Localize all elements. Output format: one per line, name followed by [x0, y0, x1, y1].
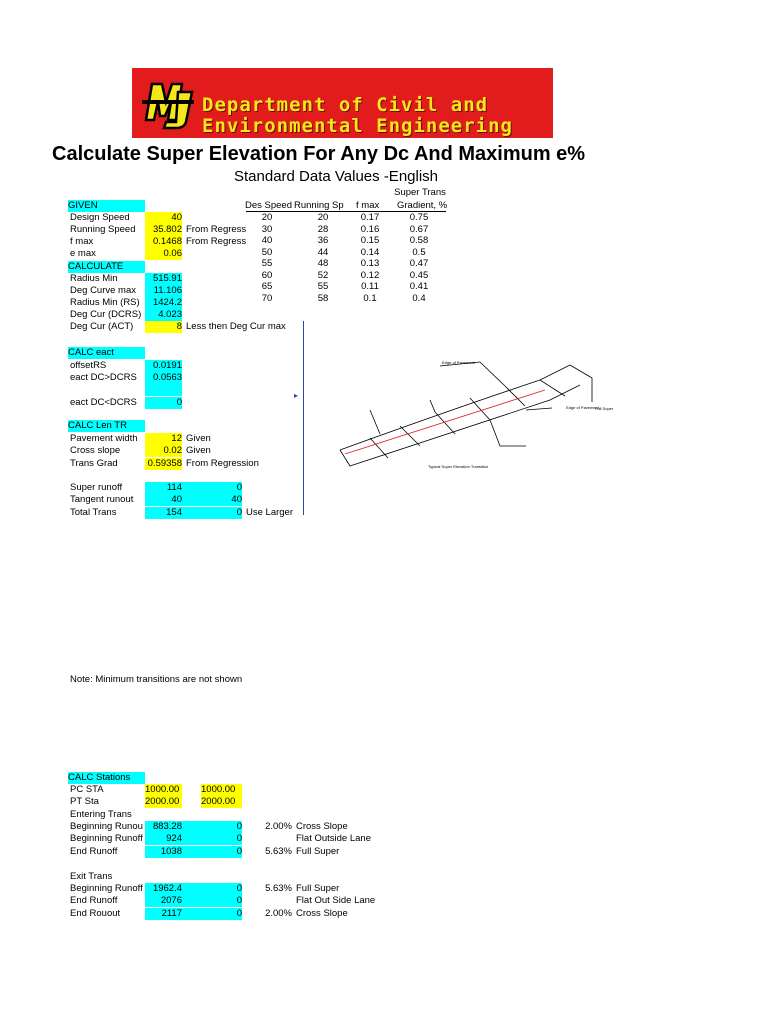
- stations-heading: CALC Stations: [68, 772, 145, 784]
- diagram-label: Typical Super Elevation Transition: [428, 464, 489, 469]
- eact-label: offsetRS: [70, 360, 107, 371]
- given-label: f max: [70, 236, 94, 247]
- station-value: 2117: [145, 908, 182, 920]
- runoff-label: Total Trans: [70, 507, 117, 518]
- runoff-value-2: 0: [182, 482, 242, 494]
- station-value-2: 0: [182, 908, 242, 920]
- station-value: 1038: [145, 846, 182, 858]
- table-cell: 0.16: [360, 223, 380, 235]
- diagram-label: Full Super: [595, 406, 614, 411]
- table-cell: 0.4: [412, 292, 426, 304]
- given-label: e max: [70, 248, 96, 259]
- pc-value[interactable]: 1000.00: [145, 784, 182, 796]
- given-label: Running Speed: [70, 224, 136, 235]
- diagram-label: Edge of Pavement: [442, 360, 475, 365]
- given-note: From Regress: [186, 236, 247, 247]
- table-cell: 70: [261, 292, 273, 304]
- super-trans-header: Super Trans: [394, 187, 446, 198]
- runoff-label: Super runoff: [70, 482, 123, 493]
- table-cell: 40: [261, 235, 273, 246]
- diagram-label: Edge of Pavement: [566, 405, 599, 410]
- eact-value: 0: [145, 397, 182, 409]
- given-value[interactable]: 0.06: [145, 248, 182, 260]
- pc-value-2[interactable]: 1000.00: [201, 784, 242, 796]
- superelevation-diagram: [330, 350, 620, 472]
- calculate-label: Deg Cur (ACT): [70, 321, 134, 332]
- given-note: From Regress: [186, 224, 247, 235]
- len-value[interactable]: 12: [145, 433, 182, 445]
- university-logo-icon: [138, 72, 198, 134]
- station-description: Flat Outside Lane: [296, 833, 371, 845]
- table-cell: 50: [261, 246, 273, 258]
- len-value[interactable]: 0.02: [145, 445, 182, 457]
- eact-heading: CALC eact: [68, 347, 145, 359]
- table-cell: 28: [317, 223, 329, 235]
- table-cell: 0.14: [360, 246, 380, 258]
- table-cell: 44: [317, 246, 329, 258]
- table-header-f-max: f max: [356, 200, 380, 211]
- table-cell: 58: [317, 292, 329, 304]
- table-cell: 30: [261, 223, 273, 235]
- station-description: Full Super: [296, 883, 340, 894]
- station-value: 883.28: [145, 821, 182, 833]
- len-value[interactable]: 0.59358: [145, 458, 182, 470]
- eact-label: eact DC>DCRS: [70, 372, 137, 383]
- station-percent: [250, 895, 292, 907]
- calculate-label: Deg Cur (DCRS): [70, 309, 142, 320]
- eact-spacer: [145, 384, 182, 396]
- station-label: End Runoff: [70, 895, 118, 907]
- calculate-value: 1424.2: [145, 297, 182, 309]
- station-percent: 2.00%: [265, 821, 292, 832]
- calculate-label: Deg Curve max: [70, 285, 136, 296]
- page-title: Calculate Super Elevation For Any Dc And Maximum e%: [52, 143, 586, 165]
- len-note: Given: [186, 433, 211, 444]
- runoff-value: 154: [145, 507, 182, 519]
- table-cell: 20: [317, 212, 329, 223]
- table-cell: 0.12: [360, 269, 380, 281]
- table-cell: 0.47: [409, 258, 429, 269]
- given-value[interactable]: 35.802: [145, 224, 182, 236]
- runoff-note: Use Larger: [246, 507, 293, 518]
- station-value: 2076: [145, 895, 182, 907]
- banner-line-2: Environmental Engineering: [202, 115, 513, 137]
- table-cell: 65: [261, 281, 273, 292]
- table-cell: 0.58: [409, 235, 429, 246]
- calculate-value: 11.106: [145, 285, 182, 297]
- given-value[interactable]: 0.1468: [145, 236, 182, 248]
- department-banner: [132, 68, 553, 138]
- station-description: Full Super: [296, 845, 340, 857]
- table-cell: 0.5: [412, 246, 426, 258]
- runoff-value-2: 40: [182, 494, 242, 506]
- given-value[interactable]: 40: [145, 212, 182, 224]
- table-header-gradient: Gradient, %: [397, 200, 448, 211]
- table-cell: 20: [261, 212, 273, 223]
- table-cell: 0.11: [361, 281, 379, 292]
- table-cell: 0.45: [409, 269, 429, 281]
- runoff-label: Tangent runout: [70, 494, 134, 505]
- table-header-running-sp: Running Sp: [294, 200, 344, 211]
- pc-label: PC STA: [70, 784, 104, 795]
- table-cell: 0.13: [360, 258, 380, 269]
- vertical-divider: [303, 321, 304, 515]
- len-note: From Regression: [186, 458, 259, 469]
- len-heading: CALC Len TR: [68, 420, 145, 432]
- table-cell: 60: [261, 269, 273, 281]
- station-percent: [250, 833, 292, 845]
- calculate-value: 4.023: [145, 309, 182, 321]
- table-header-des-speed: Des Speed: [245, 200, 293, 211]
- station-label: Beginning Runou: [70, 821, 143, 832]
- len-note: Given: [186, 445, 211, 456]
- page-subtitle: Standard Data Values -English: [234, 168, 439, 185]
- station-percent: 5.63%: [265, 845, 292, 857]
- pt-label: PT Sta: [70, 796, 99, 807]
- table-cell: 0.75: [409, 212, 429, 223]
- eact-label: eact DC<DCRS: [70, 397, 137, 408]
- table-cell: 0.41: [409, 281, 429, 292]
- station-value-2: 0: [182, 883, 242, 895]
- table-cell: 0.15: [360, 235, 380, 246]
- station-description: Flat Out Side Lane: [296, 895, 376, 907]
- table-cell: 52: [317, 269, 329, 281]
- table-cell: 0.17: [360, 212, 380, 223]
- entering-trans-label: Entering Trans: [70, 809, 132, 820]
- table-cell: 36: [317, 235, 329, 246]
- calculate-value[interactable]: 8: [145, 321, 182, 333]
- note-text: Note: Minimum transitions are not shown: [70, 674, 243, 685]
- station-value: 1962.4: [145, 883, 182, 895]
- runoff-value: 40: [145, 494, 182, 506]
- banner-line-1: Department of Civil and: [202, 94, 489, 116]
- given-heading: GIVEN: [68, 200, 145, 212]
- calculate-heading: CALCULATE: [68, 261, 145, 273]
- station-value-2: 0: [182, 846, 242, 858]
- runoff-value-2: 0: [182, 507, 242, 519]
- station-description: Cross Slope: [296, 821, 348, 832]
- table-cell: 0.67: [409, 223, 429, 235]
- eact-value: 0.0563: [145, 372, 182, 384]
- calculate-label: Radius Min: [70, 273, 118, 284]
- calculate-value: 515.91: [145, 273, 182, 285]
- pt-value-2[interactable]: 2000.00: [201, 796, 242, 808]
- calculate-label: Radius Min (RS): [70, 297, 140, 308]
- station-percent: 5.63%: [265, 883, 292, 894]
- len-label: Trans Grad: [70, 458, 118, 469]
- station-label: Beginning Runoff: [70, 833, 143, 845]
- station-value: 924: [145, 833, 182, 845]
- exit-trans-label: Exit Trans: [70, 871, 113, 882]
- table-cell: 0.1: [363, 292, 377, 304]
- table-cell: 48: [317, 258, 329, 269]
- station-description: Cross Slope: [296, 907, 348, 919]
- arrow-marker-icon: ▸: [294, 391, 299, 400]
- table-cell: 55: [317, 281, 329, 292]
- station-label: End Rouout: [70, 907, 121, 919]
- calculate-note: Less then Deg Cur max: [186, 321, 286, 332]
- runoff-value: 114: [145, 482, 182, 494]
- table-cell: 55: [261, 258, 273, 269]
- station-label: End Runoff: [70, 845, 118, 857]
- eact-value: 0.0191: [145, 360, 182, 372]
- pt-value[interactable]: 2000.00: [145, 796, 182, 808]
- len-label: Cross slope: [70, 445, 121, 456]
- len-label: Pavement width: [70, 433, 138, 444]
- station-value-2: 0: [182, 833, 242, 845]
- station-value-2: 0: [182, 821, 242, 833]
- station-label: Beginning Runoff: [70, 883, 143, 894]
- given-label: Design Speed: [70, 212, 130, 223]
- station-percent: 2.00%: [265, 907, 292, 919]
- station-value-2: 0: [182, 895, 242, 907]
